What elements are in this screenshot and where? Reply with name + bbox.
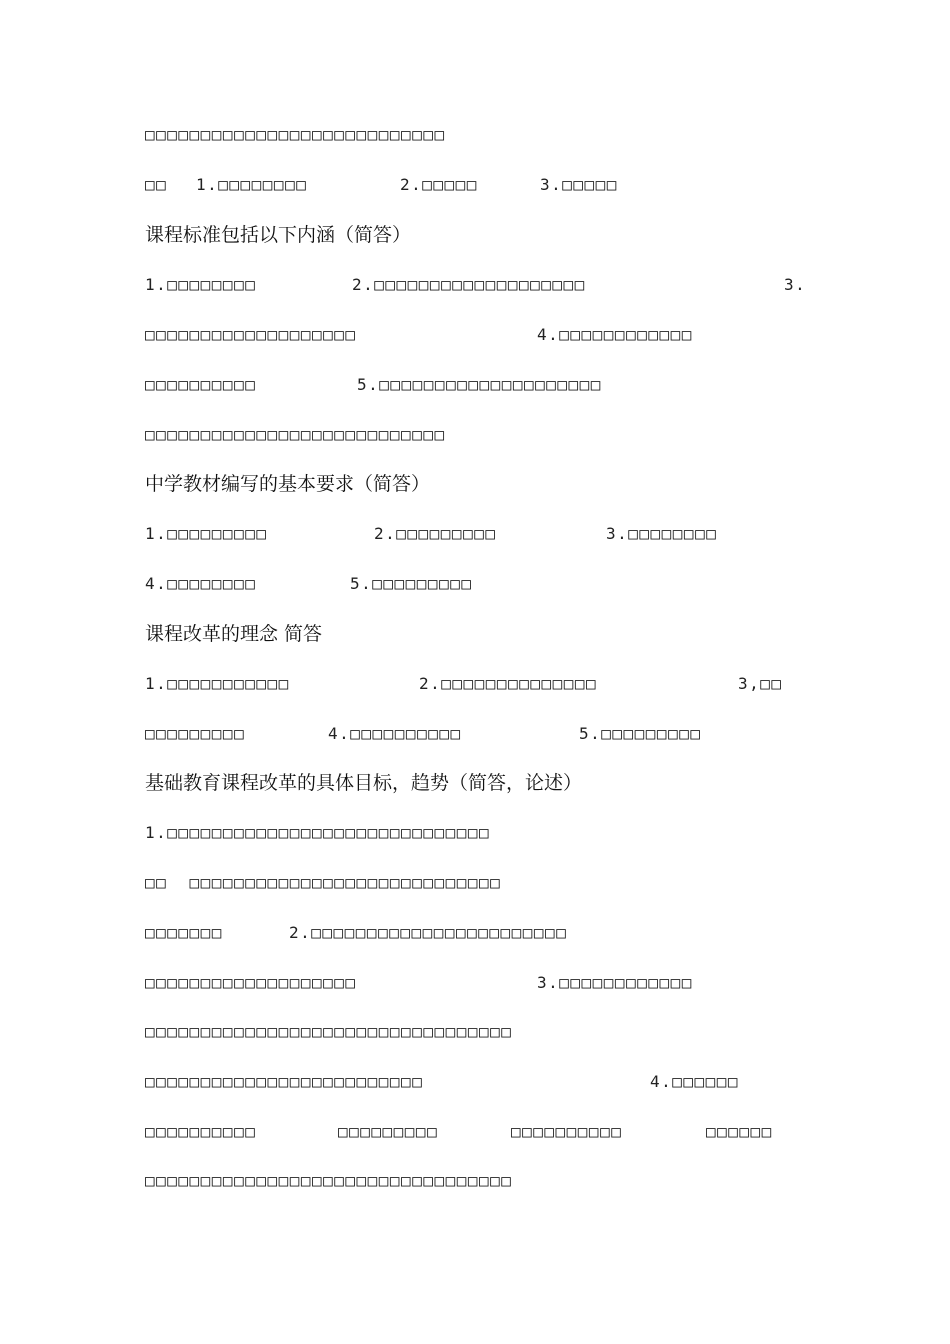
list-item: 5.□□□□□□□□□□□□□□□□□□□□ <box>357 375 602 394</box>
text-segment: □□□□□□□□□ <box>145 724 246 743</box>
list-item: 5.□□□□□□□□□ <box>579 724 702 743</box>
section-heading: 课程标准包括以下内涵（简答） <box>145 224 412 246</box>
list-item: 1.□□□□□□□□□□□ <box>145 674 290 693</box>
text-segment: □□□□□□□ <box>145 923 223 942</box>
text-line: □□ □□□□□□□□□□□□□□□□□□□□□□□□□□□□ <box>145 873 502 892</box>
list-item: 4.□□□□□□□□□□ <box>328 724 462 743</box>
list-item: 2.□□□□□□□□□□□□□□□□□□□ <box>352 275 586 294</box>
list-item: 2.□□□□□□□□□ <box>374 524 497 543</box>
text-segment: □□□□□□□□□ <box>338 1122 439 1141</box>
text-segment: □□□□□□ <box>706 1122 773 1141</box>
list-item: 4.□□□□□□ <box>650 1072 740 1091</box>
list-item: 1.□□□□□□□□ <box>196 175 308 194</box>
text-line: 1.□□□□□□□□□□□□□□□□□□□□□□□□□□□□□ <box>145 823 491 842</box>
list-item: 3.□□□□□□□□ <box>606 524 718 543</box>
section-heading: 基础教育课程改革的具体目标，趋势（简答，论述） <box>145 772 583 794</box>
list-item: 3,□□ <box>738 674 783 693</box>
text-line: □□□□□□□□□□□□□□□□□□□□□□□□□□□□□□□□□ <box>145 1022 513 1041</box>
list-item: 2.□□□□□ <box>400 175 478 194</box>
list-item: 1.□□□□□□□□ <box>145 275 257 294</box>
text-segment: □□ <box>145 175 168 194</box>
list-item: 2.□□□□□□□□□□□□□□□□□□□□□□□ <box>289 923 568 942</box>
list-item: 3.□□□□□□□□□□□□ <box>537 973 693 992</box>
text-line: □□□□□□□□□□□□□□□□□□□□□□□□□□□ <box>145 125 446 144</box>
text-line: □□□□□□□□□□□□□□□□□□□□□□□□□□□□□□□□□ <box>145 1171 513 1190</box>
list-item: 1.□□□□□□□□□ <box>145 524 268 543</box>
list-item: 4.□□□□□□□□□□□□ <box>537 325 693 344</box>
text-segment: □□□□□□□□□□□□□□□□□□□ <box>145 325 357 344</box>
list-item: 4.□□□□□□□□ <box>145 574 257 593</box>
text-segment: □□□□□□□□□□ <box>145 1122 257 1141</box>
section-heading: 中学教材编写的基本要求（简答） <box>145 473 431 495</box>
text-segment: □□□□□□□□□□ <box>145 375 257 394</box>
text-segment: □□□□□□□□□□□□□□□□□□□ <box>145 973 357 992</box>
list-item: 2.□□□□□□□□□□□□□□ <box>419 674 598 693</box>
list-item: 3.□□□□□ <box>540 175 618 194</box>
list-item: 3. <box>784 275 807 294</box>
section-heading: 课程改革的理念 简答 <box>145 623 323 645</box>
list-item: 5.□□□□□□□□□ <box>350 574 473 593</box>
text-line: □□□□□□□□□□□□□□□□□□□□□□□□□□□ <box>145 425 446 444</box>
text-segment: □□□□□□□□□□ <box>511 1122 623 1141</box>
text-segment: □□□□□□□□□□□□□□□□□□□□□□□□□ <box>145 1072 424 1091</box>
